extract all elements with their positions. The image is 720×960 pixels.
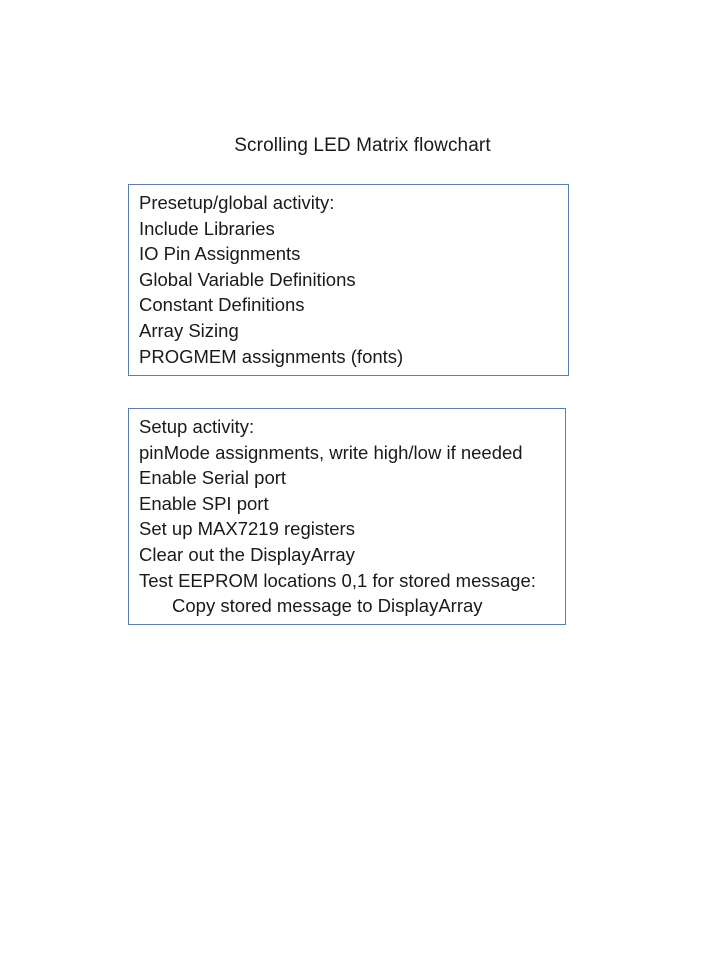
setup-step-enable-spi-port: Enable SPI port bbox=[139, 492, 269, 514]
presetup-step-array-sizing: Array Sizing bbox=[139, 319, 239, 341]
setup-step-enable-serial-port: Enable Serial port bbox=[139, 467, 287, 489]
presetup-step-include-libraries: Include Libraries bbox=[139, 217, 275, 239]
setup-activity-box bbox=[128, 408, 566, 625]
setup-step-pinmode-assignments: pinMode assignments, write high/low if needed bbox=[139, 441, 523, 463]
setup-heading: Setup activity: bbox=[139, 416, 255, 437]
setup-step-clear-displayarray: Clear out the DisplayArray bbox=[139, 543, 355, 565]
setup-step-max7219-registers: Set up MAX7219 registers bbox=[139, 518, 355, 540]
presetup-activity-box bbox=[128, 184, 569, 376]
setup-substep-copy-stored-message: Copy stored message to DisplayArray bbox=[172, 595, 483, 617]
presetup-step-global-variable-definitions: Global Variable Definitions bbox=[139, 268, 356, 290]
presetup-step-constant-definitions: Constant Definitions bbox=[139, 294, 305, 316]
setup-step-test-eeprom: Test EEPROM locations 0,1 for stored message: bbox=[139, 569, 536, 591]
presetup-step-progmem-assignments: PROGMEM assignments (fonts) bbox=[139, 345, 404, 367]
presetup-heading: Presetup/global activity: bbox=[139, 192, 335, 213]
flowchart-title: Scrolling LED Matrix flowchart bbox=[234, 135, 491, 156]
presetup-step-io-pin-assignments: IO Pin Assignments bbox=[139, 243, 301, 265]
